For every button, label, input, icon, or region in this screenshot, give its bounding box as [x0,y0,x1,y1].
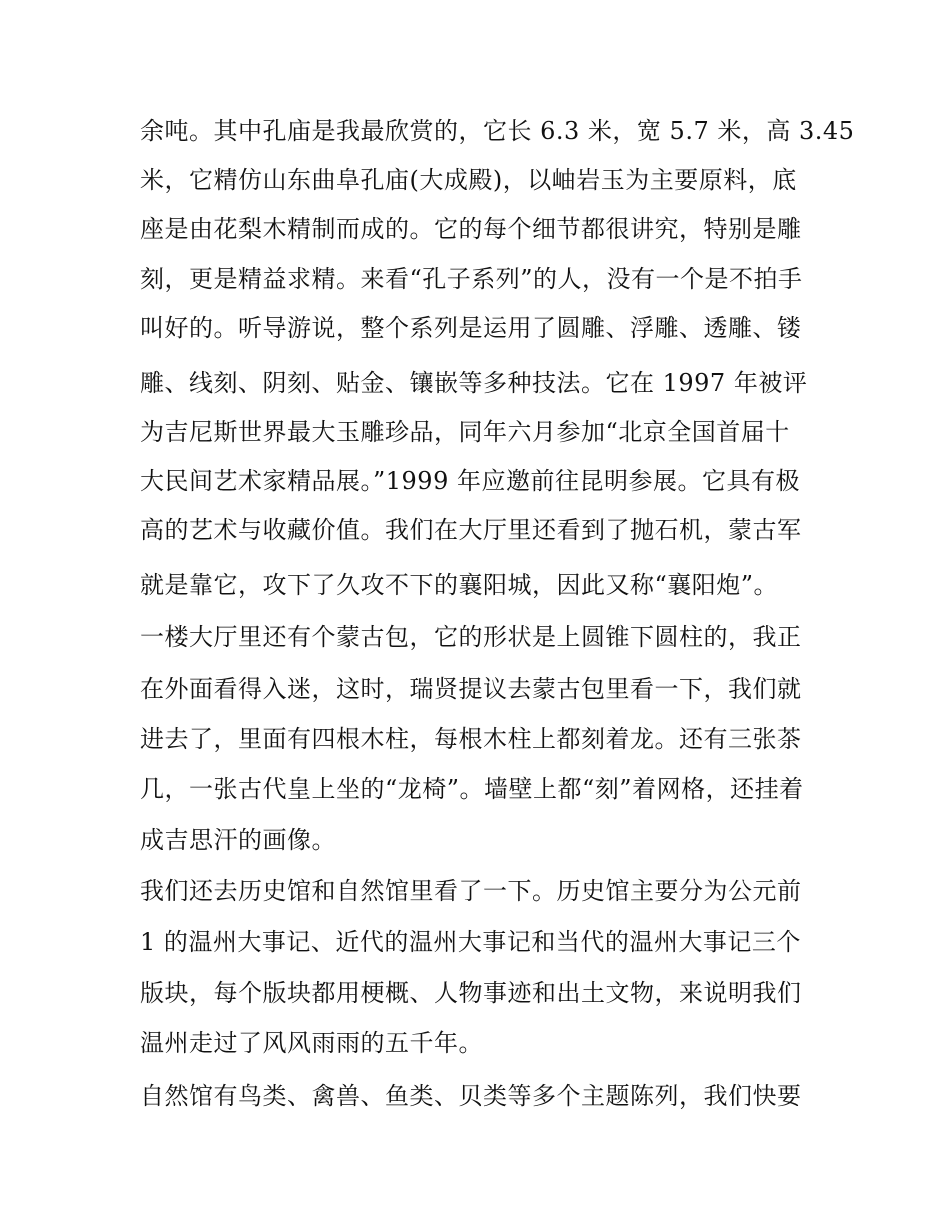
text-line: 米，它精仿山东曲阜孔庙(大成殿)，以岫岩玉为主要原料，底 [140,166,797,194]
text-line: 1 的温州大事记、近代的温州大事记和当代的温州大事记三个 [140,928,801,956]
text-line: 温州走过了风风雨雨的五千年。 [140,1029,483,1057]
text-line: 大民间艺术家精品展。”1999 年应邀前往昆明参展。它具有极 [140,467,800,495]
text-line: 叫好的。听导游说，整个系列是运用了圆雕、浮雕、透雕、镂 [140,314,802,342]
text-line: 高的艺术与收藏价值。我们在大厅里还看到了抛石机，蒙古军 [140,516,802,544]
text-line: 雕、线刻、阴刻、贴金、镶嵌等多种技法。它在 1997 年被评 [140,369,808,397]
text-line: 就是靠它，攻下了久攻不下的襄阳城，因此又称“襄阳炮”。 [140,571,779,599]
text-line: 为吉尼斯世界最大玉雕珍品，同年六月参加“北京全国首届十 [140,418,790,446]
text-line: 我们还去历史馆和自然馆里看了一下。历史馆主要分为公元前 [140,877,802,905]
text-line: 余吨。其中孔庙是我最欣赏的，它长 6.3 米，宽 5.7 米，高 3.45 [140,117,855,145]
text-line: 在外面看得入迷，这时，瑞贤提议去蒙古包里看一下，我们就 [140,675,802,703]
text-line: 一楼大厅里还有个蒙古包，它的形状是上圆锥下圆柱的，我正 [140,623,802,651]
text-line: 几，一张古代皇上坐的“龙椅”。墙壁上都“刻”着网格，还挂着 [140,775,804,803]
text-line: 成吉思汗的画像。 [140,826,336,854]
text-line: 刻，更是精益求精。来看“孔子系列”的人，没有一个是不拍手 [140,265,803,293]
text-line: 进去了，里面有四根木柱，每根木柱上都刻着龙。还有三张茶 [140,725,802,753]
text-line: 版块，每个版块都用梗概、人物事迹和出土文物，来说明我们 [140,979,802,1007]
text-line: 座是由花梨木精制而成的。它的每个细节都很讲究，特别是雕 [140,215,802,243]
text-line: 自然馆有鸟类、禽兽、鱼类、贝类等多个主题陈列，我们快要 [140,1082,802,1110]
